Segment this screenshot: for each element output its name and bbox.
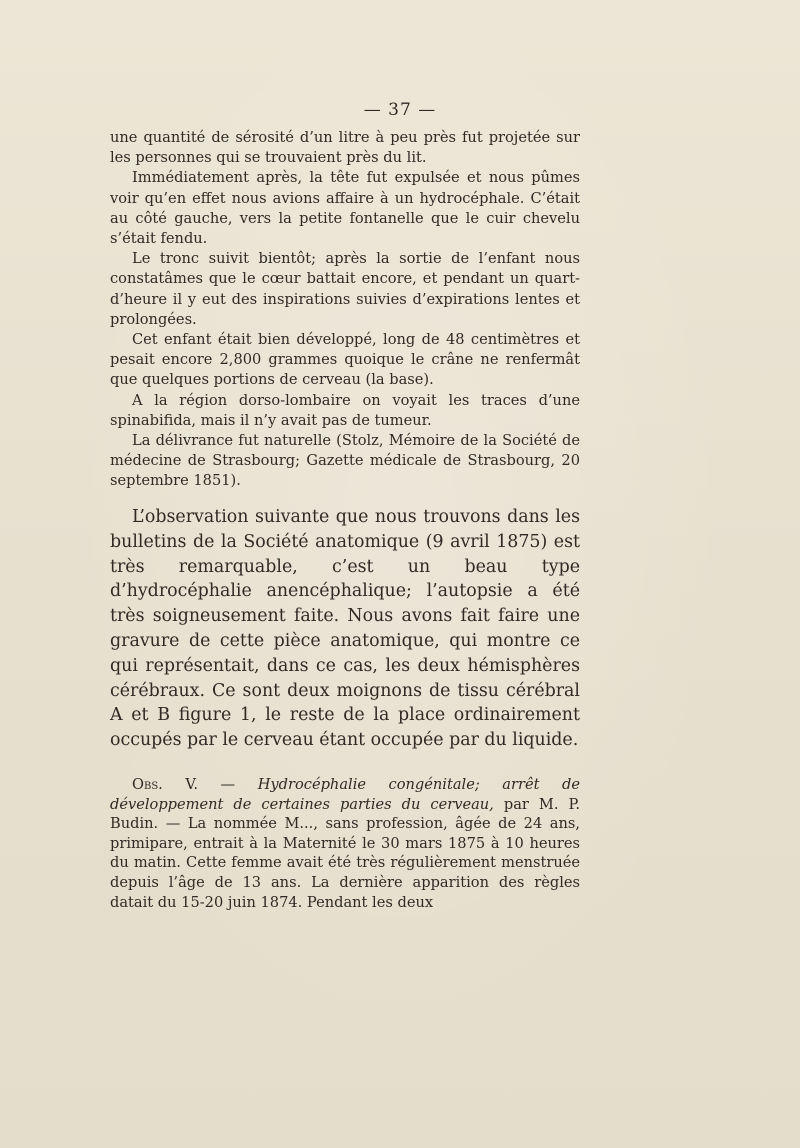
paragraph-observation: L’observation suivante que nous trouvons dans les bulletins de la Société anatomique (9 avril 1875) est très remarquable, c’est un beau type d’hydrocéphalie anencéphalique; l’autopsie a été très soigneusement faite. Nous avons fait faire une gravure de cette pièce anatomique, qui montre ce qui représentait, dans ce cas, les deux hémisphères cérébraux. Ce sont deux moignons de tissu cérébral A et B figure 1, le reste de la place ordinairement occupés par le cerveau étant occupée par du liquide.	[110, 507, 580, 751]
main-text	[110, 505, 580, 753]
observation-author: par M. P. Budin.	[110, 795, 580, 833]
observation-body: — La nommée M..., sans profession, âgée de 24 ans, primipare, entrait à la Maternité le 30 mars 1875 à 10 heures du matin. Cette femme avait été très régulièrement menstruée depuis l’âge de 13 ans. La dernière apparition des règles datait du 15-20 juin 1874. Pendant les deux	[110, 815, 580, 911]
observation-paragraph	[110, 775, 580, 912]
paragraph-serosity: une quantité de sérosité d’un litre à peu près fut projetée sur les personnes qui se trouvaient près du lit.	[110, 129, 580, 167]
observation-dash: —	[197, 776, 258, 793]
paragraph-trunk: Le tronc suivit bientôt; après la sortie de l’enfant nous constatâmes que le cœur battait encore, et pendant un quart-d’heure il y eut des inspirations suivies d’expirations lentes et prolongées.	[110, 250, 580, 328]
observation-block	[110, 775, 580, 912]
paragraph-delivery: La délivrance fut naturelle (Stolz, Mémoire de la Société de médecine de Strasbourg; Gazette médicale de Strasbourg, 20 septembre 1851).	[110, 432, 580, 490]
paragraph-child-size: Cet enfant était bien développé, long de 48 centimètres et pesait encore 2,800 grammes quoique le crâne ne renfermât que quelques portions de cerveau (la base).	[110, 331, 580, 389]
paragraph-head-expelled: Immédiatement après, la tête fut expulsée et nous pûmes voir qu’en effet nous avions affaire à un hydrocéphale. C’était au côté gauche, vers la petite fontanelle que le cuir chevelu s’était fendu.	[110, 169, 580, 248]
case-continuation	[110, 128, 580, 492]
page-number: — 37 —	[363, 100, 437, 120]
paragraph-spina-bifida: A la région dorso-lombaire on voyait les traces d’une spinabifida, mais il n’y avait pas de tumeur.	[110, 391, 580, 429]
observation-label: Obs. V.	[132, 776, 198, 793]
observation-title: Hydrocéphalie congénitale; arrêt de développement de certaines parties du cerveau,	[110, 776, 580, 813]
